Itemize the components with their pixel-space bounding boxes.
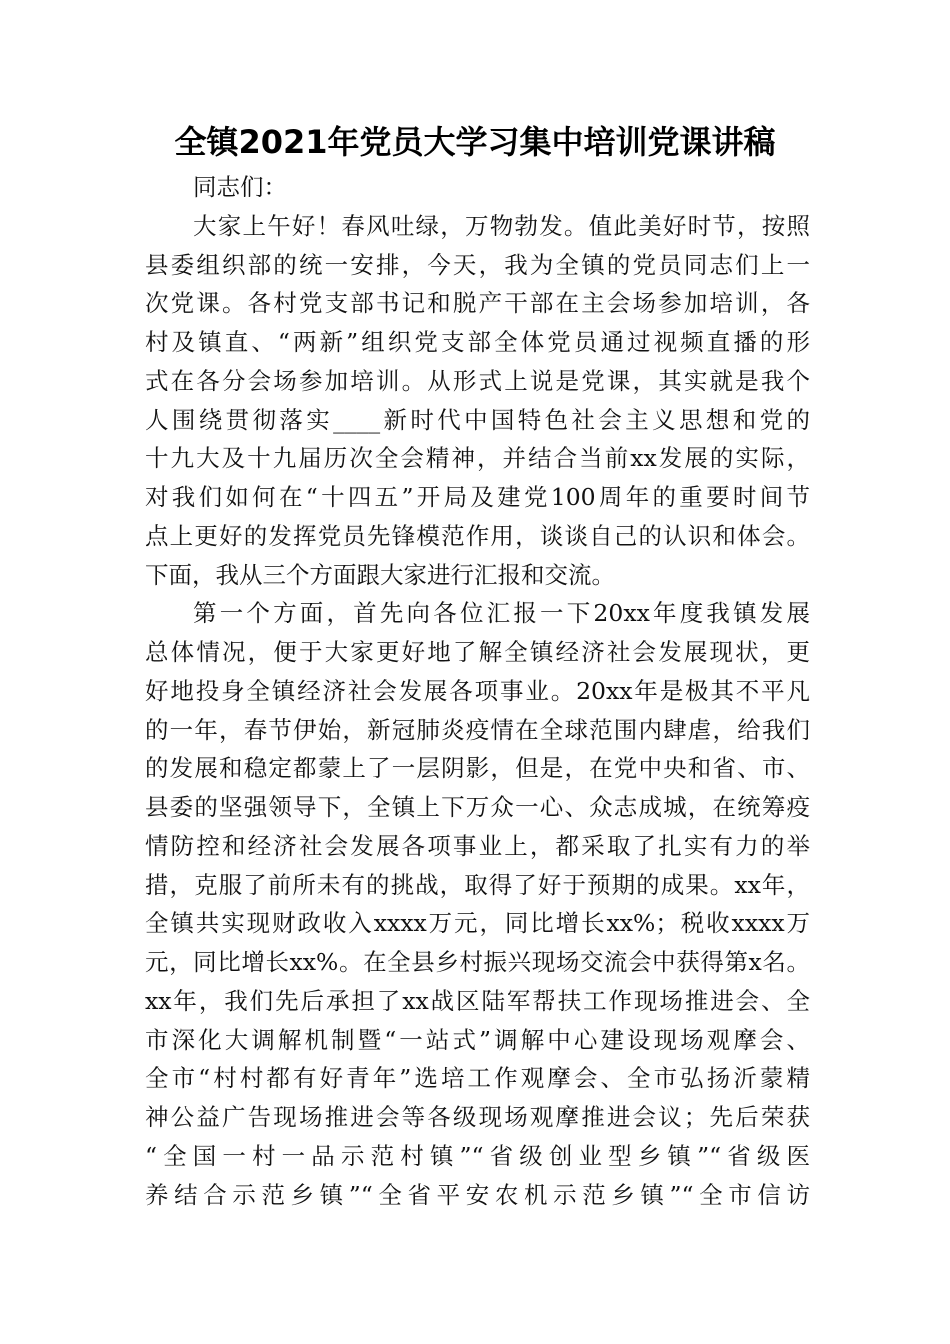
- text-line: 神公益广告现场推进会等各级现场观摩推进会议；先后荣获: [145, 1103, 810, 1131]
- text-line: 的一年，春节伊始，新冠肺炎疫情在全球范围内肆虐，给我们: [145, 715, 810, 744]
- text-line: 下面，我从三个方面跟大家进行汇报和交流。: [145, 560, 615, 589]
- text-line: 十九大及十九届历次全会精神，并结合当前xx发展的实际，: [145, 444, 810, 473]
- text-line: 人围绕贯彻落实____新时代中国特色社会主义思想和党的: [145, 405, 810, 434]
- text-line: 措，克服了前所未有的挑战，取得了好于预期的成果。xx年，: [145, 870, 810, 899]
- text-line: 情防控和经济社会发展各项事业上，都采取了扎实有力的举: [145, 831, 810, 860]
- text-line: 点上更好的发挥党员先锋模范作用，谈谈自己的认识和体会。: [145, 521, 810, 550]
- text-line: 全市“村村都有好青年”选培工作观摩会、全市弘扬沂蒙精: [145, 1064, 810, 1093]
- salutation: 同志们：: [193, 173, 287, 201]
- document-title: 全镇2021年党员大学习集中培训党课讲稿: [174, 123, 776, 161]
- text-line: 对我们如何在“十四五”开局及建党100周年的重要时间节: [145, 483, 810, 511]
- text-line: xx年，我们先后承担了xx战区陆军帮扶工作现场推进会、全: [145, 986, 810, 1015]
- text-line: 的发展和稳定都蒙上了一层阴影，但是，在党中央和省、市、: [145, 754, 810, 783]
- text-line: 总体情况，便于大家更好地了解全镇经济社会发展现状，更: [145, 638, 810, 666]
- text-line: 养结合示范乡镇”“全省平安农机示范乡镇”“全市信访: [145, 1180, 810, 1209]
- text-line: 县委的坚强领导下，全镇上下万众一心、众志成城，在统筹疫: [145, 793, 810, 821]
- text-line: “全国一村一品示范村镇”“省级创业型乡镇”“省级医: [145, 1141, 810, 1170]
- document-body: [145, 168, 810, 1214]
- text-line: 大家上午好！春风吐绿，万物勃发。值此美好时节，按照: [193, 211, 810, 240]
- paragraph-1: [145, 207, 810, 595]
- text-line: 村及镇直、“两新”组织党支部全体党员通过视频直播的形: [145, 328, 810, 356]
- text-line: 式在各分会场参加培训。从形式上说是党课，其实就是我个: [145, 366, 810, 395]
- text-line: 第一个方面，首先向各位汇报一下20xx年度我镇发展: [193, 599, 810, 628]
- text-line: 全镇共实现财政收入xxxx万元，同比增长xx%；税收xxxx万: [145, 909, 810, 938]
- text-line: 元，同比增长xx%。在全县乡村振兴现场交流会中获得第x名。: [145, 948, 810, 976]
- text-line: 次党课。各村党支部书记和脱产干部在主会场参加培训，各: [145, 289, 810, 318]
- text-line: 市深化大调解机制暨“一站式”调解中心建设现场观摩会、: [145, 1025, 810, 1054]
- text-line: 县委组织部的统一安排，今天，我为全镇的党员同志们上一: [145, 250, 810, 279]
- text-line: 好地投身全镇经济社会发展各项事业。20xx年是极其不平凡: [145, 676, 810, 705]
- paragraph-2: [145, 594, 810, 1214]
